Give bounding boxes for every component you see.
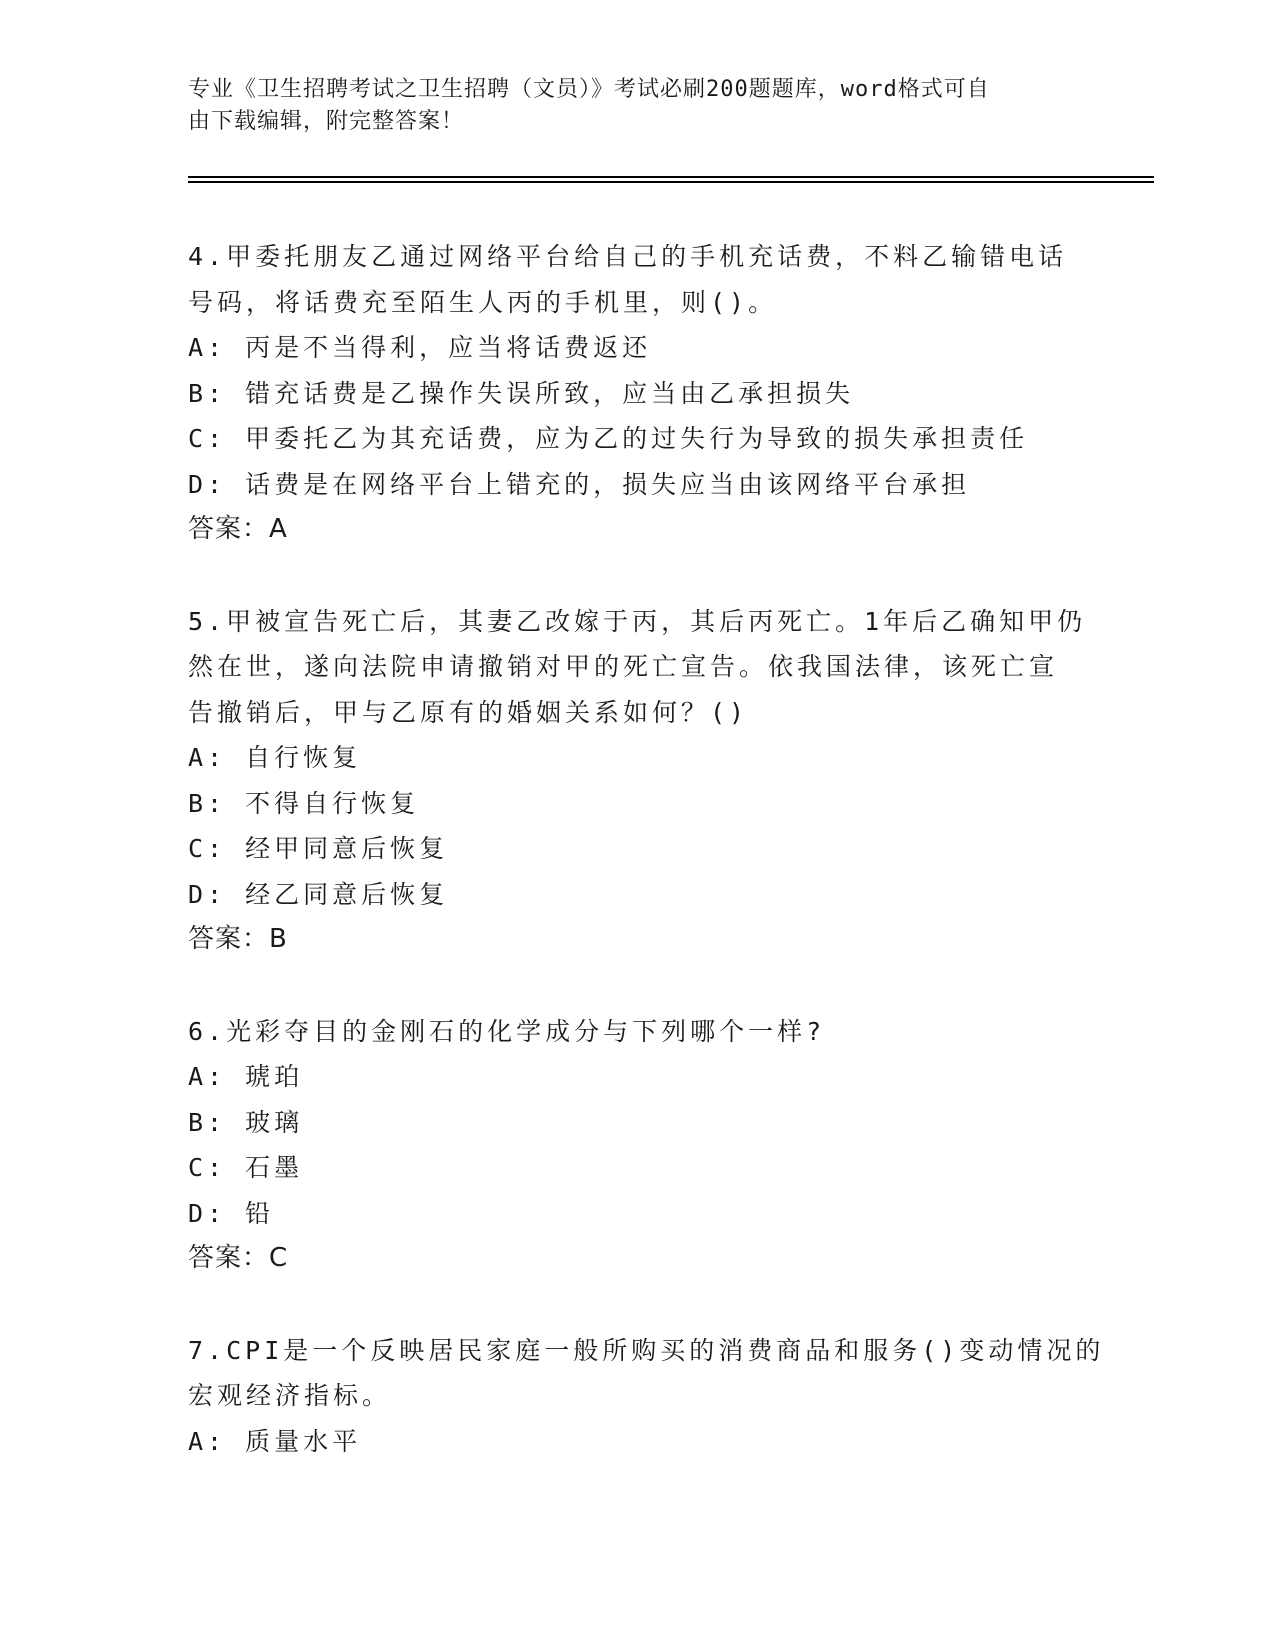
question-stem: 宏观经济指标。: [188, 1381, 392, 1410]
option-d: D: 话费是在网络平台上错充的，损失应当由该网络平台承担: [188, 469, 971, 499]
header-line-2: 由下载编辑，附完整答案！: [188, 109, 465, 134]
header-rule-bottom: [188, 181, 1154, 183]
answer-label: 答案：A: [188, 514, 288, 544]
answer-label: 答案：C: [188, 1243, 289, 1273]
question-list: [188, 234, 1105, 1510]
option-b: B: 错充话费是乙操作失误所致，应当由乙承担损失: [188, 378, 855, 408]
option-a: A: 质量水平: [188, 1426, 362, 1456]
option-d: D: 铅: [188, 1198, 275, 1228]
question-7: [188, 1328, 1105, 1465]
question-stem: 告撤销后，甲与乙原有的婚姻关系如何？(): [188, 697, 749, 727]
question-stem: 7.CPI是一个反映居民家庭一般所购买的消费商品和服务()变动情况的: [188, 1335, 1105, 1365]
option-d: D: 经乙同意后恢复: [188, 879, 449, 909]
option-b: B: 玻璃: [188, 1107, 304, 1137]
option-a: A: 自行恢复: [188, 743, 362, 772]
question-6: [188, 1009, 1088, 1282]
question-stem: 6.光彩夺目的金刚石的化学成分与下列哪个一样?: [188, 1016, 826, 1046]
header-line-1: 专业《卫生招聘考试之卫生招聘（文员）》考试必刷200题题库，word格式可自: [188, 77, 990, 102]
document-header: [188, 74, 1068, 138]
question-stem: 号码，将话费充至陌生人丙的手机里，则()。: [188, 287, 778, 317]
option-b: B: 不得自行恢复: [188, 788, 420, 818]
option-c: C: 甲委托乙为其充话费，应为乙的过失行为导致的损失承担责任: [188, 424, 1029, 453]
question-4: [188, 234, 1088, 553]
header-rule-top: [188, 176, 1154, 178]
question-stem: 4.甲委托朋友乙通过网络平台给自己的手机充话费，不料乙输错电话: [188, 242, 1068, 271]
question-5: [188, 599, 1088, 963]
option-c: C: 石墨: [188, 1153, 304, 1182]
option-a: A: 丙是不当得利，应当将话费返还: [188, 333, 652, 362]
answer-label: 答案：B: [188, 924, 288, 954]
option-a: A: 琥珀: [188, 1062, 304, 1091]
question-stem: 然在世，遂向法院申请撤销对甲的死亡宣告。依我国法律，该死亡宣: [188, 652, 1059, 681]
option-c: C: 经甲同意后恢复: [188, 834, 449, 863]
question-stem: 5.甲被宣告死亡后，其妻乙改嫁于丙，其后丙死亡。1年后乙确知甲仍: [188, 606, 1087, 636]
